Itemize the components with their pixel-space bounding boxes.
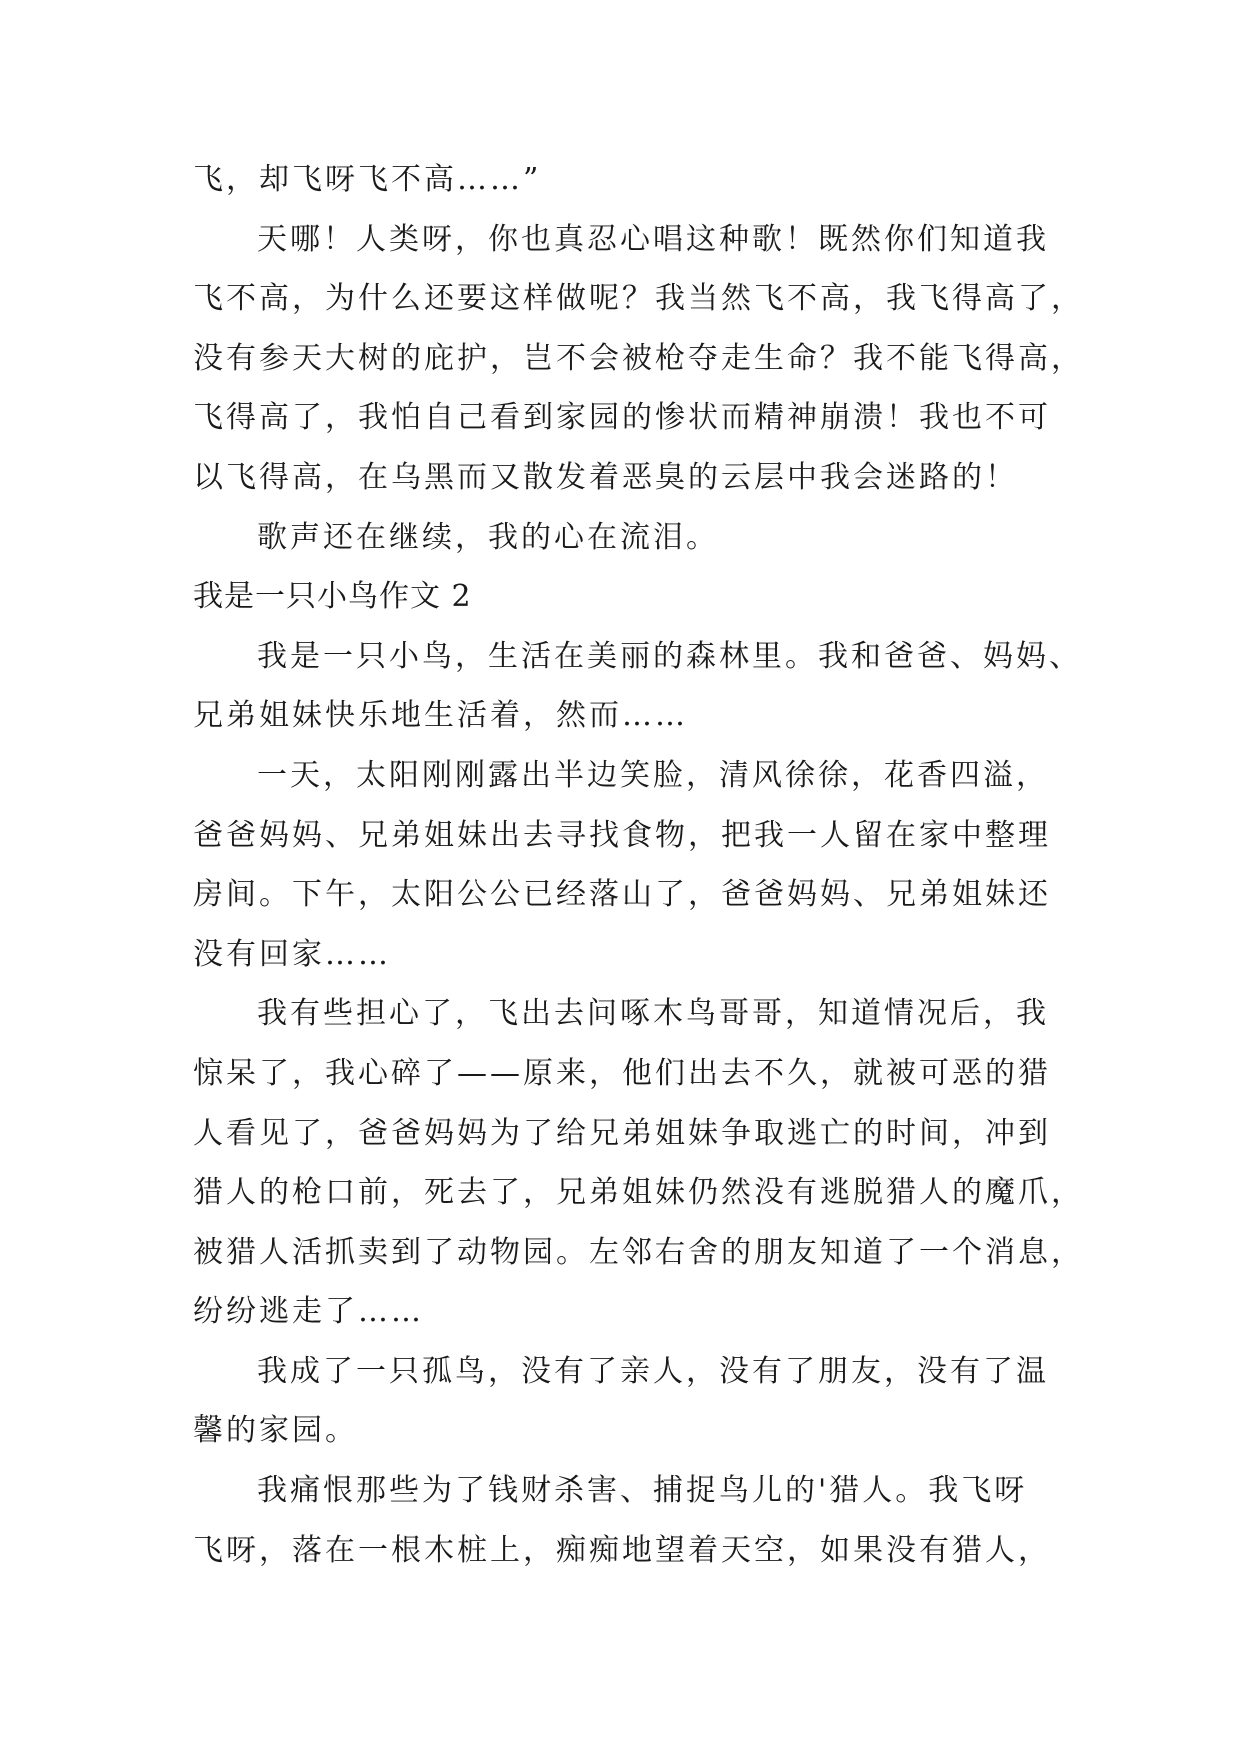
paragraph-start-line: 我成了一只孤鸟，没有了亲人，没有了朋友，没有了温 [257,1353,1049,1389]
text-line: 纷纷逃走了…… [193,1294,424,1330]
text-line: 房间。下午，太阳公公已经落山了，爸爸妈妈、兄弟姐妹还 [193,877,1051,913]
text-line: 飞不高，为什么还要这样做呢？我当然飞不高，我飞得高了， [193,281,1084,317]
paragraph-start-line: 我是一只小鸟，生活在美丽的森林里。我和爸爸、妈妈、 [257,638,1082,674]
section-heading: 我是一只小鸟作文 2 [193,579,472,615]
document-body [193,150,1084,1580]
text-line: 没有参天大树的庇护，岂不会被枪夺走生命？我不能飞得高， [193,340,1084,376]
paragraph-start-line: 天哪！人类呀，你也真忍心唱这种歌！既然你们知道我 [257,221,1049,257]
text-line: 飞得高了，我怕自己看到家园的惨状而精神崩溃！我也不可 [193,400,1051,436]
text-line: 以飞得高，在乌黑而又散发着恶臭的云层中我会迷路的！ [193,459,1018,495]
text-line: 爸爸妈妈、兄弟姐妹出去寻找食物，把我一人留在家中整理 [193,817,1051,853]
text-line: 飞，却飞呀飞不高……” [193,162,542,197]
text-line: 被猎人活抓卖到了动物园。左邻右舍的朋友知道了一个消息， [193,1234,1084,1270]
text-line: 没有回家…… [193,936,391,972]
text-line: 馨的家园。 [193,1413,358,1449]
paragraph-start-line: 歌声还在继续，我的心在流泪。 [257,519,719,555]
paragraph-start-line: 我有些担心了，飞出去问啄木鸟哥哥，知道情况后，我 [257,996,1049,1032]
paragraph-start-line: 一天，太阳刚刚露出半边笑脸，清风徐徐，花香四溢， [257,757,1049,793]
text-line: 猎人的枪口前，死去了，兄弟姐妹仍然没有逃脱猎人的魔爪， [193,1175,1084,1211]
text-line: 兄弟姐妹快乐地生活着，然而…… [193,698,688,734]
text-line: 人看见了，爸爸妈妈为了给兄弟姐妹争取逃亡的时间，冲到 [193,1115,1051,1151]
text-line: 惊呆了，我心碎了——原来，他们出去不久，就被可恶的猎 [193,1055,1051,1091]
text-line: 飞呀，落在一根木桩上，痴痴地望着天空，如果没有猎人， [193,1532,1051,1568]
paragraph-start-line: 我痛恨那些为了钱财杀害、捕捉鸟儿的'猎人。我飞呀 [257,1473,1028,1509]
